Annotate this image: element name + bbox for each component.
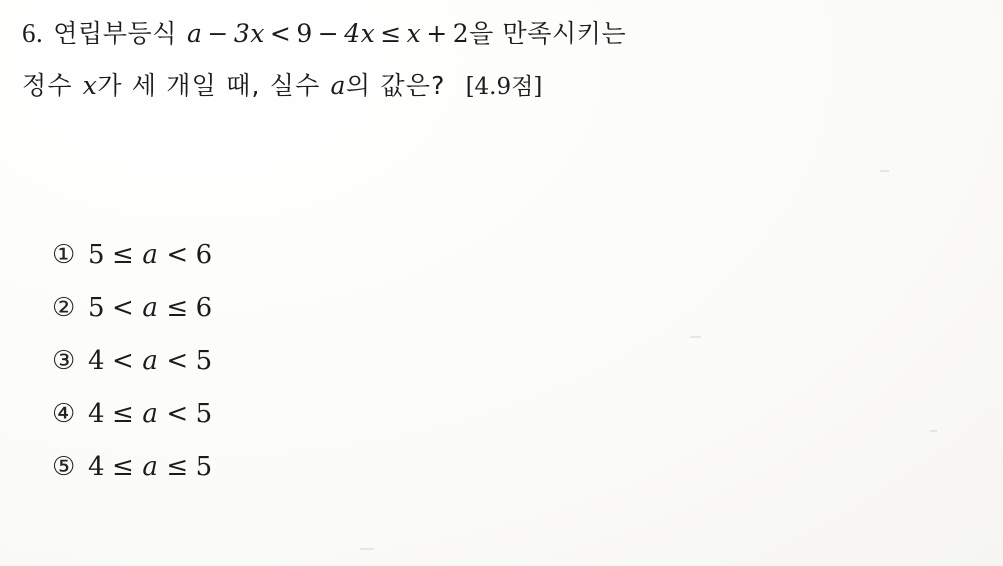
choice-3-right-relation: < [166, 345, 189, 376]
choice-1-right-relation: < [166, 239, 189, 270]
term-a: a [187, 19, 203, 48]
inequality-expression [187, 19, 469, 48]
circled-number-1-icon: ① [52, 239, 76, 270]
choice-option-1[interactable] [52, 228, 213, 281]
minus-operator-2: − [317, 19, 340, 48]
term-4x: 4x [344, 19, 376, 48]
choice-5-left-number: 4 [88, 451, 106, 482]
variable-x: x [82, 71, 98, 100]
choice-1-left-number: 5 [88, 239, 106, 270]
choice-4-expression [88, 399, 213, 429]
stem2-text-middle: 가 세 개일 때, 실수 [97, 71, 321, 100]
choice-3-left-number: 4 [88, 345, 106, 376]
variable-a: a [330, 71, 346, 100]
choice-option-2[interactable] [52, 281, 213, 334]
plus-operator: + [426, 19, 448, 48]
choice-2-variable: a [142, 292, 159, 323]
less-than-operator: < [269, 19, 292, 48]
choice-2-left-relation: < [112, 292, 135, 323]
circled-number-5-icon: ⑤ [52, 451, 76, 482]
choice-4-variable: a [142, 398, 159, 429]
term-9: 9 [296, 19, 313, 48]
question-number: 6. [22, 18, 44, 48]
choice-4-left-number: 4 [88, 398, 106, 429]
choice-1-left-relation: ≤ [112, 239, 135, 270]
term-2: 2 [452, 19, 470, 48]
term-3x: 3x [233, 19, 265, 48]
choice-1-variable: a [142, 239, 159, 270]
choice-5-variable: a [142, 451, 159, 482]
answer-choices [52, 228, 213, 493]
choice-2-right-number: 6 [195, 292, 213, 323]
choice-2-left-number: 5 [88, 292, 106, 323]
choice-4-right-number: 5 [195, 398, 213, 429]
circled-number-4-icon: ④ [52, 398, 76, 429]
choice-4-left-relation: ≤ [112, 398, 135, 429]
choice-4-right-relation: < [166, 398, 189, 429]
choice-5-left-relation: ≤ [112, 451, 135, 482]
choice-3-right-number: 5 [195, 345, 213, 376]
choice-3-left-relation: < [112, 345, 135, 376]
stem2-text-before: 정수 [22, 71, 73, 100]
choice-3-expression [88, 346, 213, 376]
choice-5-right-number: 5 [195, 451, 213, 482]
choice-option-3[interactable] [52, 334, 213, 387]
stem-text-after: 을 만족시키는 [469, 19, 627, 48]
choice-3-variable: a [142, 345, 159, 376]
stem-text-before: 연립부등식 [53, 19, 178, 48]
stem2-text-after: 의 값은? [345, 71, 446, 100]
choice-option-5[interactable] [52, 440, 213, 493]
question-stem [22, 14, 962, 102]
less-equal-operator: ≤ [380, 19, 402, 48]
points-label: [4.9점] [465, 74, 543, 100]
choice-2-expression [88, 293, 213, 323]
choice-option-4[interactable] [52, 387, 213, 440]
stem-line-2 [22, 66, 962, 102]
choice-1-right-number: 6 [195, 239, 213, 270]
choice-5-expression [88, 452, 213, 482]
choice-1-expression [88, 240, 213, 270]
choice-5-right-relation: ≤ [166, 451, 189, 482]
term-x: x [406, 19, 422, 48]
choice-2-right-relation: ≤ [166, 292, 189, 323]
minus-operator: − [207, 19, 229, 48]
circled-number-2-icon: ② [52, 292, 76, 323]
circled-number-3-icon: ③ [52, 345, 76, 376]
stem-line-1 [22, 14, 962, 50]
